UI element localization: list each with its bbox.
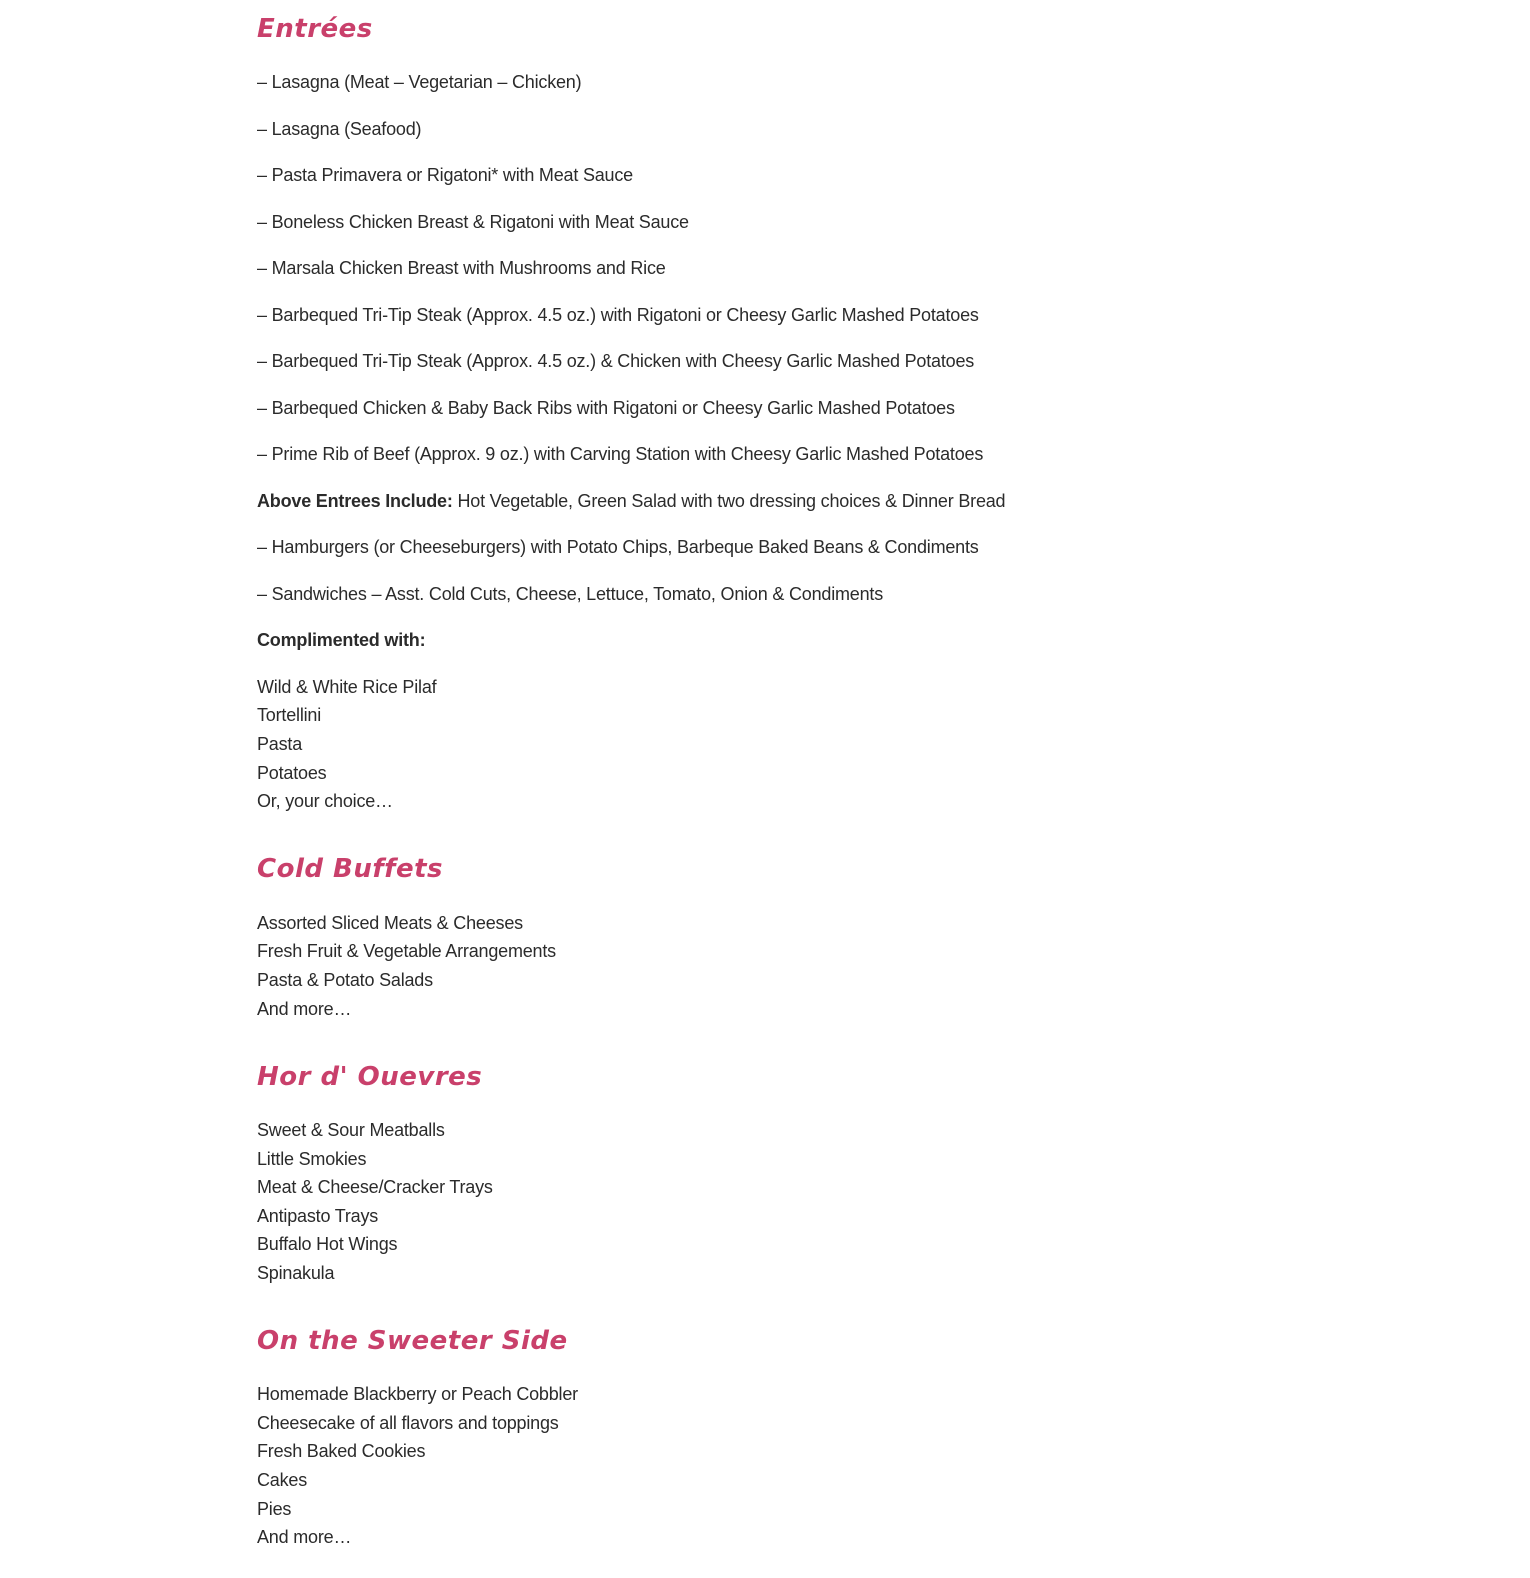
hors-doeuvres-heading: Hor d' Ouevres [257, 1062, 483, 1092]
hors-doeuvres-item: Little Smokies [257, 1149, 367, 1169]
hors-doeuvres-item: Spinakula [257, 1263, 335, 1283]
entree-item: – Barbequed Tri-Tip Steak (Approx. 4.5 oz.) & Chicken with Cheesy Garlic Mashed Potatoes [257, 351, 975, 371]
entrees-include-note [257, 490, 1005, 512]
cold-buffets-heading: Cold Buffets [257, 854, 444, 884]
entree-item: – Lasagna (Seafood) [257, 119, 422, 139]
complimented-item: Wild & White Rice Pilaf [257, 677, 437, 697]
complimented-item: Tortellini [257, 705, 322, 725]
cold-buffet-item: And more… [257, 999, 352, 1019]
complimented-item: Pasta [257, 734, 303, 754]
sweeter-side-heading: On the Sweeter Side [257, 1326, 568, 1356]
entrees-heading: Entrées [257, 14, 373, 44]
entree-item: – Barbequed Chicken & Baby Back Ribs with Rigatoni or Cheesy Garlic Mashed Potatoes [257, 398, 955, 418]
complimented-item: Or, your choice… [257, 791, 393, 811]
complimented-label: Complimented with: [257, 630, 426, 650]
entree-extra-item: – Sandwiches – Asst. Cold Cuts, Cheese, Lettuce, Tomato, Onion & Condiments [257, 584, 884, 604]
hors-doeuvres-item: Meat & Cheese/Cracker Trays [257, 1177, 493, 1197]
dessert-item: Homemade Blackberry or Peach Cobbler [257, 1384, 578, 1404]
dessert-item: And more… [257, 1527, 352, 1547]
entree-item: – Pasta Primavera or Rigatoni* with Meat Sauce [257, 165, 633, 185]
hors-doeuvres-item: Antipasto Trays [257, 1206, 379, 1226]
cold-buffet-item: Fresh Fruit & Vegetable Arrangements [257, 941, 556, 961]
dessert-item: Cheesecake of all flavors and toppings [257, 1413, 559, 1433]
complimented-item: Potatoes [257, 763, 327, 783]
entrees-include-label: Above Entrees Include: [257, 491, 453, 511]
entree-item: – Lasagna (Meat – Vegetarian – Chicken) [257, 72, 582, 92]
entree-item: – Marsala Chicken Breast with Mushrooms and Rice [257, 258, 666, 278]
hors-doeuvres-item: Buffalo Hot Wings [257, 1234, 398, 1254]
entree-item: – Prime Rib of Beef (Approx. 9 oz.) with Carving Station with Cheesy Garlic Mashed Potatoes [257, 444, 984, 464]
entree-item: – Boneless Chicken Breast & Rigatoni with Meat Sauce [257, 212, 689, 232]
cold-buffet-item: Assorted Sliced Meats & Cheeses [257, 913, 523, 933]
dessert-item: Cakes [257, 1470, 308, 1490]
hors-doeuvres-item: Sweet & Sour Meatballs [257, 1120, 445, 1140]
entree-item: – Barbequed Tri-Tip Steak (Approx. 4.5 oz.) with Rigatoni or Cheesy Garlic Mashed Potatoes [257, 305, 979, 325]
dessert-item: Pies [257, 1499, 292, 1519]
cold-buffet-item: Pasta & Potato Salads [257, 970, 433, 990]
entree-extra-item: – Hamburgers (or Cheeseburgers) with Potato Chips, Barbeque Baked Beans & Condiments [257, 537, 979, 557]
entrees-include-text: Hot Vegetable, Green Salad with two dressing choices & Dinner Bread [452, 491, 1006, 511]
dessert-item: Fresh Baked Cookies [257, 1441, 426, 1461]
